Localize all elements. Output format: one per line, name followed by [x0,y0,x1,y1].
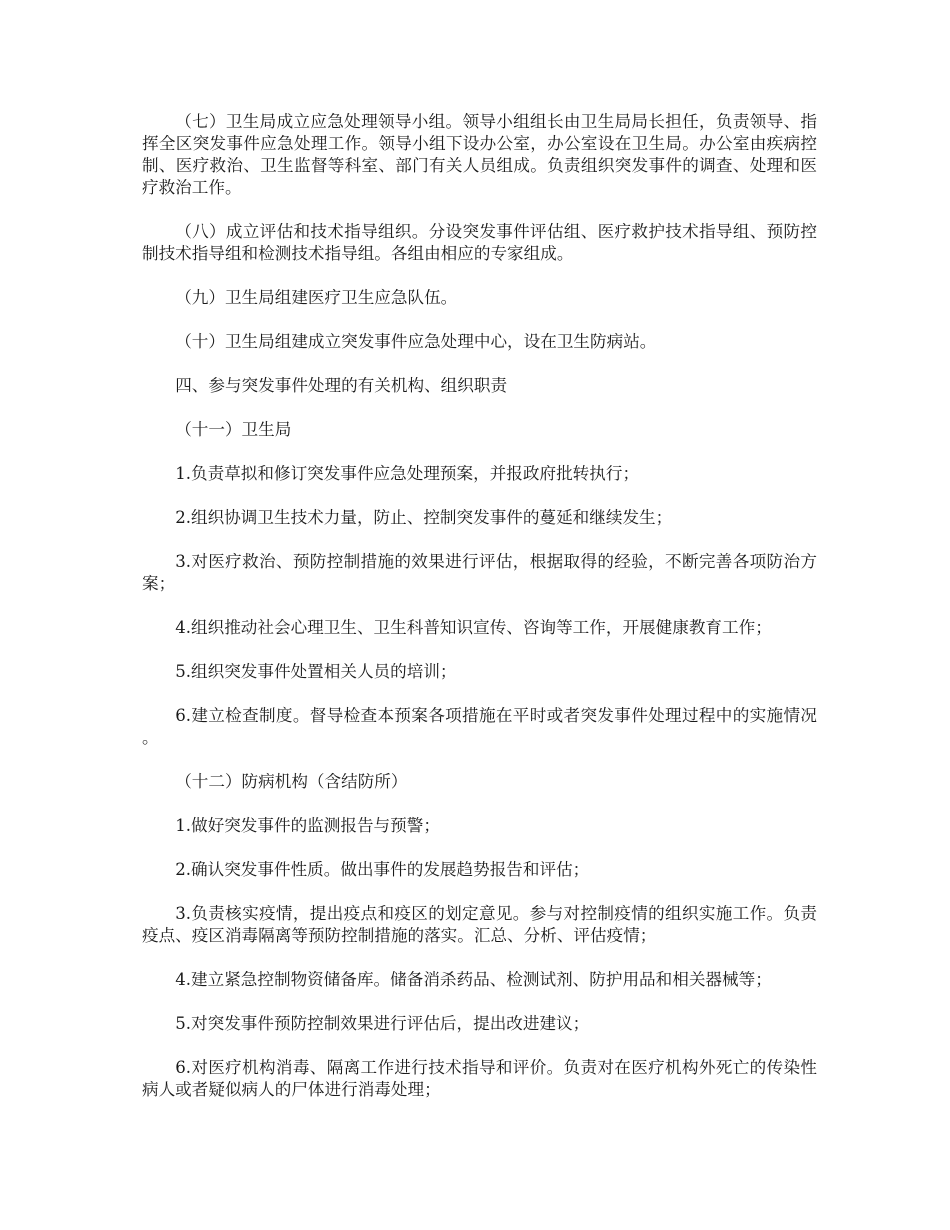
paragraph-section-8: （八）成立评估和技术指导组织。分设突发事件评估组、医疗救护技术指导组、预防控制技术指导组和检测技术指导组。各组由相应的专家组成。 [142,222,817,263]
list-item: 4.建立紧急控制物资储备库。储备消杀药品、检测试剂、防护用品和相关器械等； [175,970,772,989]
paragraph-section-9: （九）卫生局组建医疗卫生应急队伍。 [175,288,458,307]
paragraph-section-7: （七）卫生局成立应急处理领导小组。领导小组组长由卫生局局长担任，负责领导、指挥全区突发事件应急处理工作。领导小组下设办公室，办公室设在卫生局。办公室由疾病控制、医疗救治、卫生监督等科室、部门有关人员组成。负责组织突发事件的调查、处理和医疗救治工作。 [142,112,817,197]
subsection-heading-11: （十一）卫生局 [175,420,292,439]
list-item: 4.组织推动社会心理卫生、卫生科普知识宣传、咨询等工作，开展健康教育工作； [175,618,772,637]
subsection-heading-12: （十二）防病机构（含结防所） [175,772,408,791]
document-page [142,111,817,1123]
list-item: 2.确认突发事件性质。做出事件的发展趋势报告和评估； [175,860,590,879]
list-item: 3.对医疗救治、预防控制措施的效果进行评估，根据取得的经验，不断完善各项防治方案； [142,552,817,593]
list-item: 1.负责草拟和修订突发事件应急处理预案，并报政府批转执行； [175,464,640,483]
section-heading-4: 四、参与突发事件处理的有关机构、组织职责 [175,376,508,395]
list-item: 6.对医疗机构消毒、隔离工作进行技术指导和评价。负责对在医疗机构外死亡的传染性病人或者疑似病人的尸体进行消毒处理； [142,1058,817,1099]
list-item: 2.组织协调卫生技术力量，防止、控制突发事件的蔓延和继续发生； [175,508,673,527]
paragraph-section-10: （十）卫生局组建成立突发事件应急处理中心，设在卫生防病站。 [175,332,657,351]
list-item: 1.做好突发事件的监测报告与预警； [175,816,440,835]
list-item: 5.对突发事件预防控制效果进行评估后，提出改进建议； [175,1014,590,1033]
list-item: 6.建立检查制度。督导检查本预案各项措施在平时或者突发事件处理过程中的实施情况。 [142,706,817,747]
list-item: 3.负责核实疫情，提出疫点和疫区的划定意见。参与对控制疫情的组织实施工作。负责疫点、疫区消毒隔离等预防控制措施的落实。汇总、分析、评估疫情； [142,904,817,945]
list-item: 5.组织突发事件处置相关人员的培训； [175,662,457,681]
